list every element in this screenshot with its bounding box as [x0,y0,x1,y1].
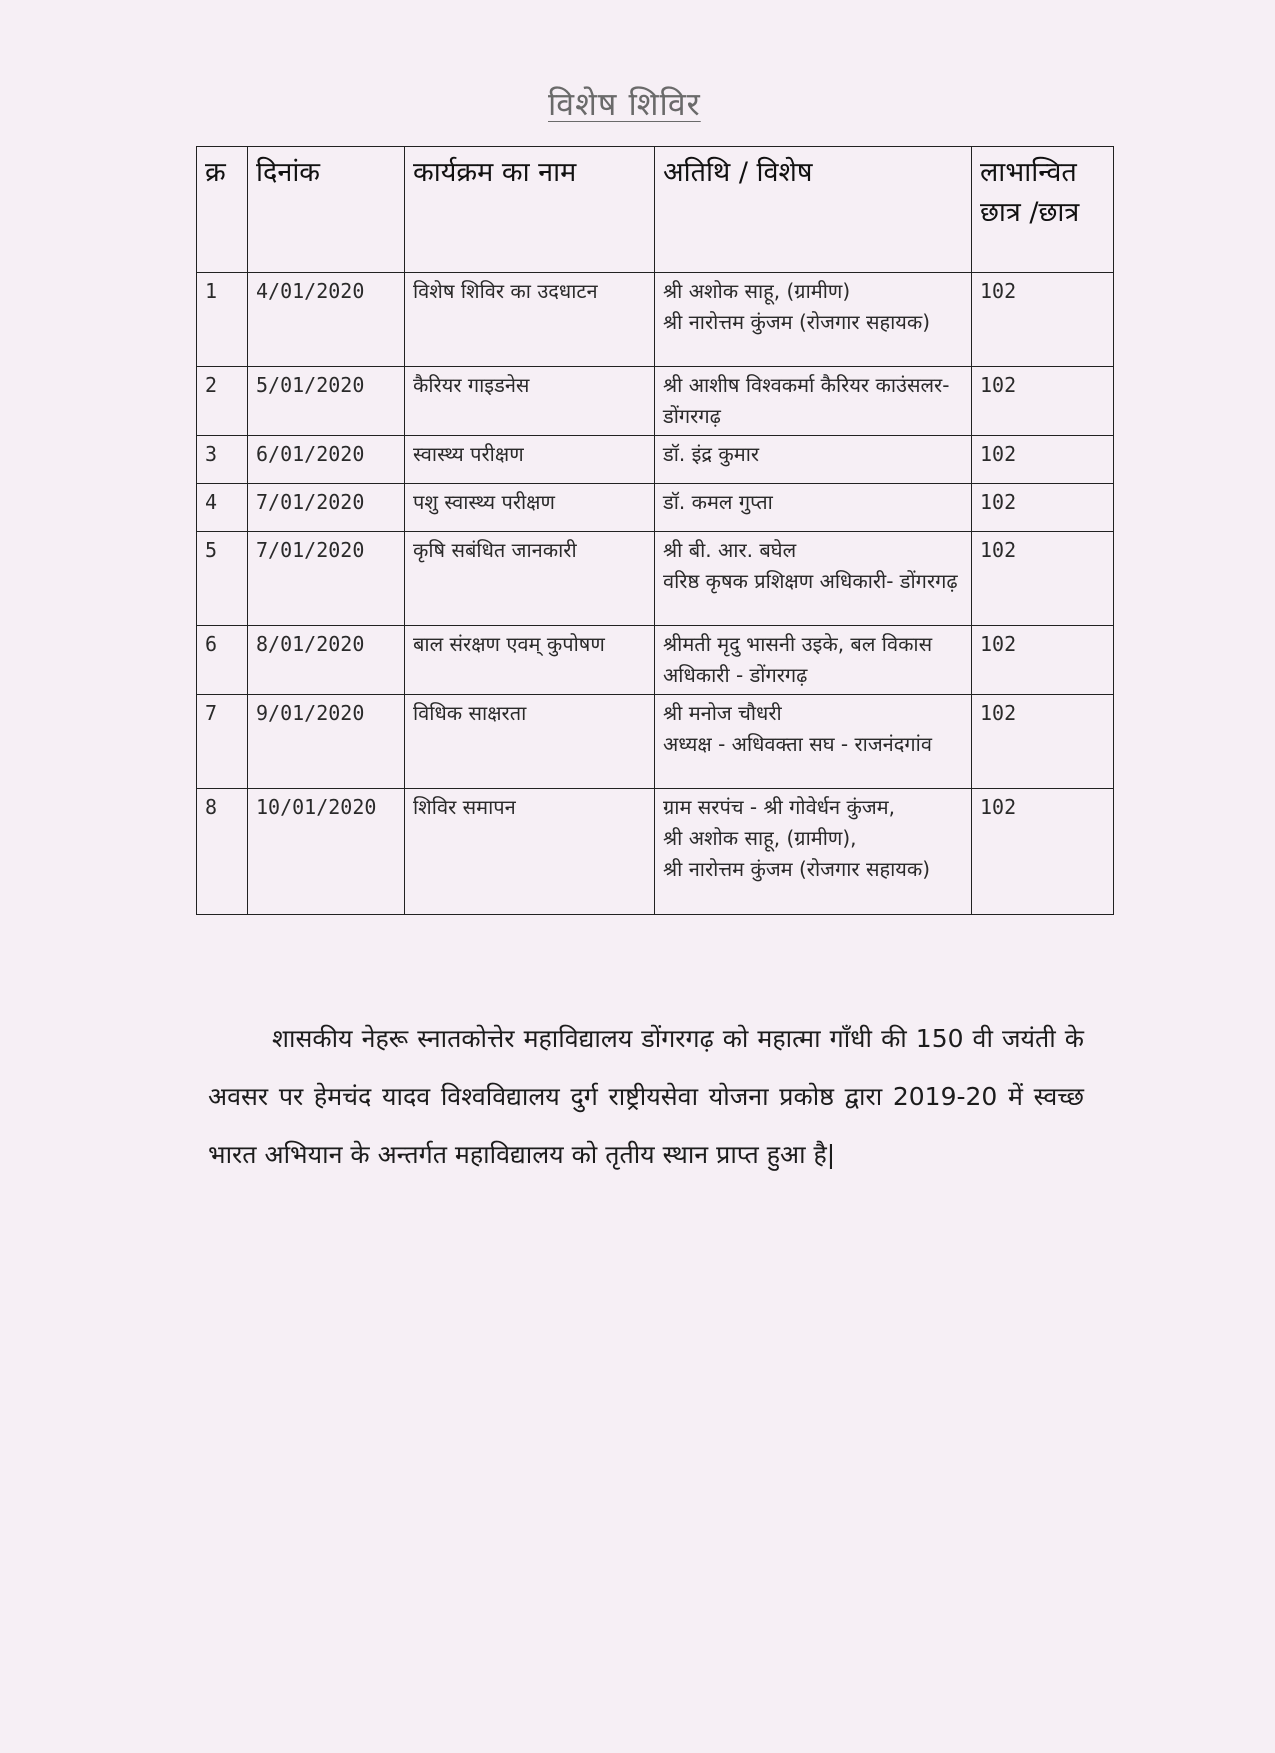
row-beneficiaries: 102 [972,626,1114,695]
row-serial: 4 [197,484,248,532]
row-guest [655,532,972,626]
guest-line: वरिष्ठ कृषक प्रशिक्षण अधिकारी- डोंगरगढ़ [663,569,958,593]
row-serial: 1 [197,273,248,367]
camp-schedule-table [196,146,1114,915]
row-date: 10/01/2020 [248,789,405,915]
guest-line: श्रीमती मृदु भासनी उइके, बल विकास अधिकारी - डोंगरगढ़ [663,632,933,687]
row-date: 6/01/2020 [248,436,405,484]
table-row [197,626,1114,695]
row-beneficiaries: 102 [972,484,1114,532]
header-date: दिनांक [248,147,405,273]
guest-line: श्री अशोक साहू, (ग्रामीण), [663,826,857,850]
row-serial: 3 [197,436,248,484]
table-row [197,484,1114,532]
table-row [197,367,1114,436]
row-guest [655,695,972,789]
row-date: 7/01/2020 [248,484,405,532]
row-beneficiaries: 102 [972,532,1114,626]
guest-line: अध्यक्ष - अधिवक्ता सघ - राजनंदगांव [663,732,932,756]
row-beneficiaries: 102 [972,695,1114,789]
row-date: 4/01/2020 [248,273,405,367]
row-guest [655,626,972,695]
row-guest [655,273,972,367]
row-serial: 2 [197,367,248,436]
row-serial: 5 [197,532,248,626]
table-row [197,273,1114,367]
row-program-name: स्वास्थ्य परीक्षण [405,436,655,484]
row-beneficiaries: 102 [972,273,1114,367]
table-header-row [197,147,1114,273]
row-program-name: कैरियर गाइडनेस [405,367,655,436]
row-serial: 8 [197,789,248,915]
page-title: विशेष शिविर [548,85,701,123]
table-body [197,273,1114,915]
row-beneficiaries: 102 [972,367,1114,436]
row-beneficiaries: 102 [972,789,1114,915]
row-date: 8/01/2020 [248,626,405,695]
row-serial: 6 [197,626,248,695]
row-program-name: शिविर समापन [405,789,655,915]
row-program-name: विशेष शिविर का उदधाटन [405,273,655,367]
header-beneficiaries: लाभान्वित छात्र /छात्र [972,147,1114,273]
row-serial: 7 [197,695,248,789]
row-beneficiaries: 102 [972,436,1114,484]
row-program-name: कृषि सबंधित जानकारी [405,532,655,626]
row-date: 9/01/2020 [248,695,405,789]
row-guest [655,436,972,484]
row-program-name: विधिक साक्षरता [405,695,655,789]
guest-line: डॉ. इंद्र कुमार [663,442,760,466]
guest-line: डॉ. कमल गुप्ता [663,490,773,514]
header-program-name: कार्यक्रम का नाम [405,147,655,273]
guest-line: श्री मनोज चौधरी [663,701,782,725]
row-date: 5/01/2020 [248,367,405,436]
row-program-name: बाल संरक्षण एवम् कुपोषण [405,626,655,695]
row-program-name: पशु स्वास्थ्य परीक्षण [405,484,655,532]
row-guest [655,484,972,532]
guest-line: श्री नारोत्तम कुंजम (रोजगार सहायक) [663,857,931,881]
guest-line: श्री अशोक साहू, (ग्रामीण) [663,279,851,303]
row-guest [655,367,972,436]
header-guest: अतिथि / विशेष [655,147,972,273]
guest-line: श्री नारोत्तम कुंजम (रोजगार सहायक) [663,310,931,334]
achievement-paragraph: शासकीय नेहरू स्नातकोत्तेर महाविद्यालय डोंगरगढ़ को महात्मा गाँधी की 150 वी जयंती के अवसर पर हेमचंद यादव विश्वविद्यालय दुर्ग राष्ट्रीयसेवा योजना प्रकोष्ठ द्वारा 2019-20 में स्वच्छ भारत अभियान के अन्तर्गत महाविद्यालय को तृतीय स्थान प्राप्त हुआ है| [208,1024,1084,1169]
table-row [197,532,1114,626]
row-guest [655,789,972,915]
header-serial: क्र [197,147,248,273]
guest-line: श्री आशीष विश्वकर्मा कैरियर काउंसलर- डोंगरगढ़ [663,373,950,428]
row-date: 7/01/2020 [248,532,405,626]
guest-line: श्री बी. आर. बघेल [663,538,797,562]
table-row [197,436,1114,484]
table-row [197,789,1114,915]
guest-line: ग्राम सरपंच - श्री गोवेर्धन कुंजम, [663,795,896,819]
table-row [197,695,1114,789]
